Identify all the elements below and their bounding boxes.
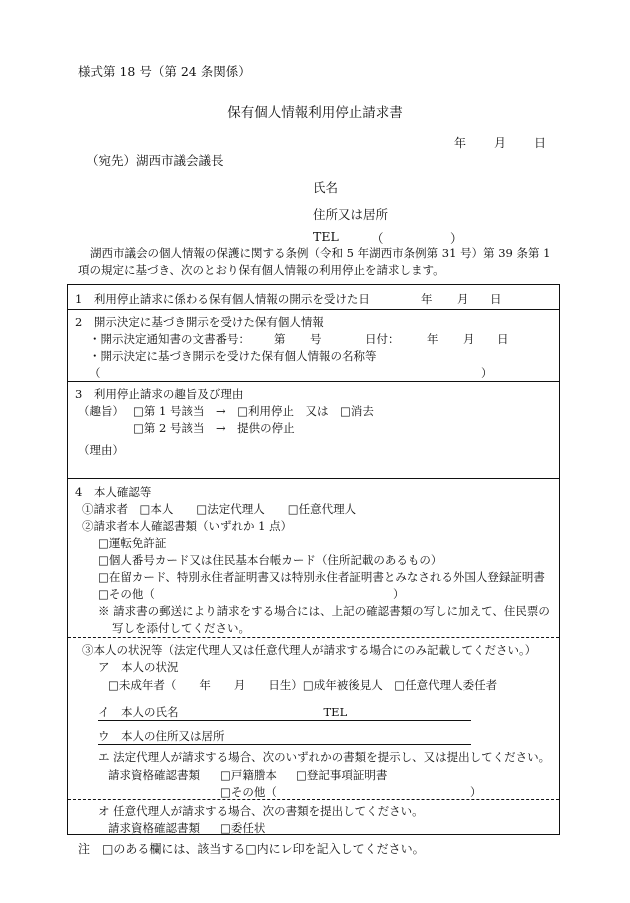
status-o-doc-power-of-attorney: □委任状 xyxy=(220,821,266,835)
doc-number-go: 号 xyxy=(310,332,322,346)
doc-date-label: 日付： xyxy=(365,332,400,346)
id-doc-my-number-card: □個人番号カード又は住民基本台帳カード（住所記載のあるもの） xyxy=(98,553,443,567)
section-1-year: 年 xyxy=(421,292,433,306)
divider xyxy=(68,309,559,310)
requester-type: ①請求者 □本人 □法定代理人 □任意代理人 xyxy=(82,502,357,516)
purpose-line-1: □第 1 号該当 → □利用停止 又は □消去 xyxy=(133,404,374,418)
section-1-day: 日 xyxy=(490,292,502,306)
disclosed-info-paren-close: ） xyxy=(481,366,493,380)
status-e-doc-koseki: □戸籍謄本 xyxy=(220,768,277,782)
tel-paren-close: ） xyxy=(450,231,463,246)
section-1-month: 月 xyxy=(457,292,469,306)
date-day: 日 xyxy=(534,136,547,150)
purpose-label: （趣旨） xyxy=(78,404,124,418)
principal-name-label: イ 本人の氏名 xyxy=(98,705,179,719)
principal-name-row xyxy=(98,704,471,721)
section-3-label: 3 利用停止請求の趣旨及び理由 xyxy=(75,387,244,401)
mail-note-line-1: ※ 請求書の郵送により請求をする場合には、上記の確認書類の写しに加えて、住民票の xyxy=(98,604,550,618)
principal-address-label: ウ 本人の住所又は居所 xyxy=(98,729,225,743)
id-docs-label: ②請求者本人確認書類（いずれか 1 点） xyxy=(82,519,293,533)
dashed-divider xyxy=(68,799,559,800)
status-label: ③本人の状況等（法定代理人又は任意代理人が請求する場合にのみ記載してください。） xyxy=(82,643,537,657)
applicant-address-label: 住所又は居所 xyxy=(313,207,389,222)
status-o-docs-label: 請求資格確認書類 xyxy=(108,821,200,835)
status-e-doc-other-close: ） xyxy=(470,785,482,799)
doc-date-year: 年 xyxy=(427,332,439,346)
page-title: 保有個人情報利用停止請求書 xyxy=(227,105,403,121)
principal-tel-label: TEL xyxy=(323,705,348,719)
divider xyxy=(68,381,559,382)
disclosed-info-paren-open: （ xyxy=(89,366,101,380)
doc-date-month: 月 xyxy=(463,332,475,346)
applicant-name-label: 氏名 xyxy=(313,180,339,195)
date-year: 年 xyxy=(454,136,467,150)
doc-number-dai: 第 xyxy=(274,332,286,346)
id-doc-residence-card: □在留カード、特別永住者証明書又は特別永住者証明書とみなされる外国人登録証明書 xyxy=(98,570,545,584)
status-a-label: ア 本人の状況 xyxy=(98,660,179,674)
section-2-label: 2 開示決定に基づき開示を受けた保有個人情報 xyxy=(75,315,324,329)
principal-name-underline xyxy=(98,704,471,721)
footer-note: 注 □のある欄には、該当する□内にレ印を記入してください。 xyxy=(78,842,425,856)
id-doc-driver-license: □運転免許証 xyxy=(98,536,167,550)
request-date xyxy=(454,134,546,151)
status-o-label: オ 任意代理人が請求する場合、次の書類を提出してください。 xyxy=(98,804,424,818)
intro-text: 湖西市議会の個人情報の保護に関する条例（令和 5 年湖西市条例第 31 号）第 39 条第 1 項の規定に基づき、次のとおり保有個人情報の利用停止を請求します。 xyxy=(78,246,551,277)
status-a-line: □未成年者（ 年 月 日生）□成年被後見人 □任意代理人委任者 xyxy=(108,678,498,692)
section-1-label: 1 利用停止請求に係わる保有個人情報の開示を受けた日 xyxy=(75,292,370,306)
date-month: 月 xyxy=(494,136,507,150)
id-doc-other: □その他（ xyxy=(98,587,155,601)
divider xyxy=(68,478,559,479)
doc-number-label: ・開示決定通知書の文書番号： xyxy=(89,332,250,346)
tel-paren-open: （ xyxy=(371,231,384,246)
disclosed-info-name-label: ・開示決定に基づき開示を受けた保有個人情報の名称等 xyxy=(89,349,377,363)
request-form-table xyxy=(67,284,560,835)
principal-address-underline xyxy=(98,728,471,745)
principal-address-row xyxy=(98,728,471,745)
reason-label: （理由） xyxy=(78,443,124,457)
mail-note-line-2: 写しを添付してください。 xyxy=(112,621,250,635)
section-4-label: 4 本人確認等 xyxy=(75,485,152,499)
status-e-doc-registry: □登記事項証明書 xyxy=(296,768,388,782)
applicant-tel-label: TEL xyxy=(313,229,339,244)
doc-date-day: 日 xyxy=(497,332,509,346)
form-number: 様式第 18 号（第 24 条関係） xyxy=(78,64,251,79)
status-e-label: エ 法定代理人が請求する場合、次のいずれかの書類を提示し、又は提出してください。 xyxy=(98,750,551,764)
id-doc-other-close: ） xyxy=(393,587,405,601)
status-e-doc-other: □その他（ xyxy=(220,785,277,799)
status-e-docs-label: 請求資格確認書類 xyxy=(108,768,200,782)
purpose-line-2: □第 2 号該当 → 提供の停止 xyxy=(133,421,295,435)
addressee: （宛先）湖西市議会議長 xyxy=(86,153,224,168)
dashed-divider xyxy=(68,637,559,638)
